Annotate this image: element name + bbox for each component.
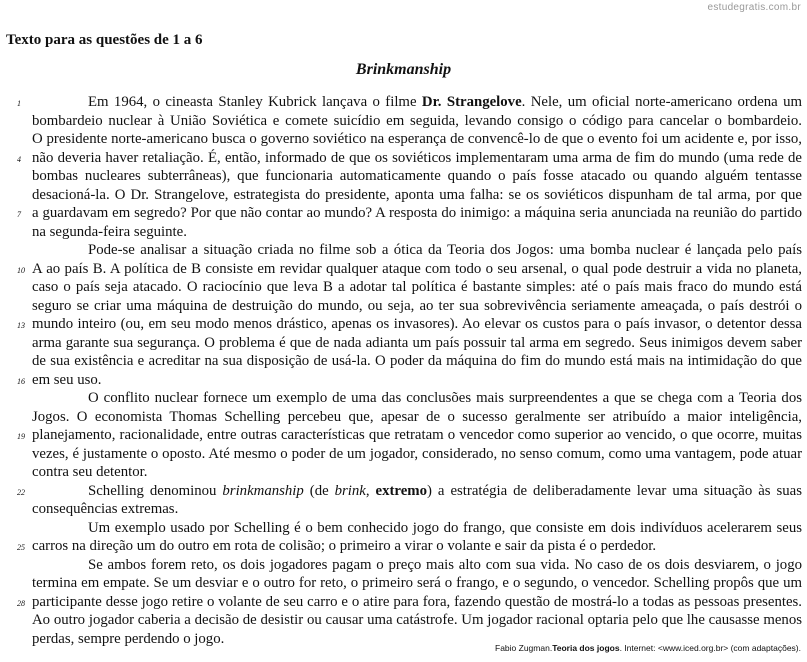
text-line bbox=[0, 426, 807, 445]
text-run: , bbox=[365, 482, 376, 499]
line-number: 1 bbox=[17, 99, 21, 108]
section-heading: Texto para as questões de 1 a 6 bbox=[6, 32, 203, 48]
line-number: 22 bbox=[17, 487, 25, 497]
line-text bbox=[32, 500, 802, 519]
text-run: O presidente norte-americano busca o governo soviético na esperança de convencê-lo de que o evento foi um acidente e, por isso, bbox=[32, 131, 802, 147]
text-line bbox=[0, 445, 807, 464]
text-line bbox=[0, 574, 807, 593]
watermark: estudegratis.com.br bbox=[707, 2, 801, 13]
text-run: na segunda-feira seguinte. bbox=[32, 223, 187, 240]
text-line bbox=[0, 297, 807, 316]
text-run: O conflito nuclear fornece um exemplo de uma das conclusões mais surpreendentes a que se chega com a Teoria dos bbox=[88, 390, 802, 406]
text-run: mundo inteiro (ou, em seu modo menos drástico, apenas os invasores). Ao elevar os custos para o país invasor, o detentor dessa bbox=[32, 316, 802, 332]
line-text bbox=[88, 519, 802, 538]
text-line bbox=[0, 482, 807, 501]
text-run: contra seu detentor. bbox=[32, 464, 148, 480]
line-text bbox=[32, 112, 802, 131]
line-number: 28 bbox=[17, 598, 25, 608]
text-line bbox=[0, 537, 807, 556]
text-line bbox=[0, 204, 807, 223]
line-number: 4 bbox=[17, 154, 21, 164]
line-text bbox=[88, 389, 802, 408]
line-text bbox=[88, 482, 802, 501]
text-run: carros na direção um do outro em rota de colisão; o primeiro a virar o volante e sair da pista é o perdedor. bbox=[32, 538, 657, 554]
text-line bbox=[0, 278, 807, 297]
text-run: ) a estratégia de deliberadamente levar uma situação às suas bbox=[427, 482, 802, 499]
italic-text: brinkmanship bbox=[222, 482, 304, 499]
text-line bbox=[0, 186, 807, 205]
line-text bbox=[32, 130, 802, 149]
line-text bbox=[32, 167, 802, 186]
line-text bbox=[32, 260, 802, 279]
italic-text: brink bbox=[334, 482, 366, 499]
text-run: bombas nucleares subterrâneas), que funcionaria automaticamente quando o país fosse atacado ou quando alguém tentasse bbox=[32, 168, 802, 184]
text-body bbox=[0, 93, 807, 648]
line-text bbox=[32, 611, 802, 630]
line-number: 10 bbox=[17, 265, 25, 275]
line-number: 16 bbox=[17, 376, 25, 386]
text-run: . Nele, um oficial norte-americano ordena um bbox=[521, 94, 803, 110]
text-line bbox=[0, 260, 807, 279]
text-run: de sua existência e acreditar na sua disposição de usá-la. O poder da máquina do fim do mundo está mais na intimidação do que bbox=[32, 353, 802, 369]
line-text bbox=[32, 352, 802, 371]
text-run: consequências extremas. bbox=[32, 501, 179, 517]
text-run: Em 1964, o cineasta Stanley Kubrick lançava o filme bbox=[88, 94, 422, 110]
text-line bbox=[0, 593, 807, 612]
line-text bbox=[32, 223, 802, 242]
text-run: perdas, sempre perdendo o jogo. bbox=[32, 630, 225, 647]
text-line bbox=[0, 389, 807, 408]
line-text bbox=[32, 463, 802, 482]
text-line bbox=[0, 371, 807, 390]
line-text bbox=[32, 315, 802, 334]
text-line bbox=[0, 315, 807, 334]
line-text bbox=[32, 371, 802, 390]
text-line bbox=[0, 241, 807, 260]
text-line bbox=[0, 130, 807, 149]
line-text bbox=[32, 149, 802, 168]
line-text bbox=[32, 445, 802, 464]
text-run: não deveria haver retaliação. É, então, informado de que os soviéticos implementaram uma arma de fim do mundo (uma rede de bbox=[32, 149, 802, 166]
source-rest: . Internet: <www.iced.org.br> (com adaptações). bbox=[619, 643, 801, 653]
line-text bbox=[32, 537, 802, 556]
text-run: Pode-se analisar a situação criada no filme sob a ótica da Teoria dos Jogos: uma bomba nuclear é lançada pelo país bbox=[88, 242, 802, 258]
bold-text: Dr. Strangelove bbox=[421, 94, 522, 110]
line-text bbox=[32, 574, 802, 593]
text-run: A ao país B. A política de B consiste em revidar qualquer ataque com todo o seu arsenal, o qual pode destruir a vida no planeta, bbox=[32, 260, 802, 277]
line-number: 13 bbox=[17, 321, 25, 330]
line-text bbox=[32, 426, 802, 445]
line-text bbox=[32, 593, 802, 612]
line-text bbox=[88, 241, 802, 260]
text-run: em seu uso. bbox=[32, 371, 102, 388]
line-text bbox=[32, 297, 802, 316]
text-run: vezes, é justamente o oposto. Até mesmo o poder de um jogador, considerado, no senso comum, como uma vantagem, pode atuar bbox=[32, 445, 802, 462]
text-line bbox=[0, 112, 807, 131]
text-line bbox=[0, 93, 807, 112]
text-line bbox=[0, 611, 807, 630]
text-run: Jogos. O economista Thomas Schelling percebeu que, apesar de o sucesso geralmente ser atribuído a maior inteligência, bbox=[32, 408, 802, 425]
line-text bbox=[32, 278, 802, 297]
text-line bbox=[0, 408, 807, 427]
line-text bbox=[32, 186, 802, 205]
text-title: Brinkmanship bbox=[355, 61, 452, 78]
text-line bbox=[0, 352, 807, 371]
text-line bbox=[0, 149, 807, 168]
text-line bbox=[0, 556, 807, 575]
line-text bbox=[32, 334, 802, 353]
line-text bbox=[88, 556, 802, 575]
text-line bbox=[0, 463, 807, 482]
text-run: termina em empate. Se um desviar e o outro for reto, o primeiro será o frango, e o segundo, o vencedor. Schelling propôs que um bbox=[32, 575, 802, 591]
text-run: a guardavam em segredo? Por que não contar ao mundo? A resposta do inimigo: a máquina seria anunciada na reunião do partido bbox=[32, 205, 802, 221]
text-run: arma garante sua segurança. O problema é que de nada adianta um país possuir tal arma em segredo. Seus inimigos devem saber bbox=[32, 334, 802, 351]
text-run: Ao outro jogador caberia a decisão de desistir ou causar uma catástrofe. Um jogador racional optaria pelo que lhe causasse menos bbox=[32, 612, 802, 628]
line-number: 7 bbox=[17, 210, 21, 219]
text-line bbox=[0, 334, 807, 353]
text-run: desacioná-la. O Dr. Strangelove, estrategista do presidente, aponta uma falha: se os soviéticos dispunham de tal arma, por que bbox=[32, 186, 802, 203]
text-run: participante desse jogo retire o volante de seu carro e o atire para fora, fazendo questão de mostrá-lo a todas as pessoas presentes. bbox=[32, 593, 802, 610]
source-citation bbox=[495, 643, 801, 653]
text-line bbox=[0, 223, 807, 242]
text-line bbox=[0, 167, 807, 186]
text-run: bombardeio nuclear à União Soviética e comete suicídio em seguida, levando consigo o código para cancelar o bombardeio. bbox=[32, 112, 802, 129]
text-line bbox=[0, 519, 807, 538]
text-run: Um exemplo usado por Schelling é o bem conhecido jogo do frango, que consiste em dois indivíduos acelerarem seus bbox=[88, 519, 802, 536]
text-run: Se ambos forem reto, os dois jogadores pagam o preço mais alto com sua vida. No caso de os dois desviarem, o jogo bbox=[88, 556, 802, 573]
source-author: Fabio Zugman. bbox=[495, 643, 553, 653]
line-text bbox=[32, 408, 802, 427]
line-text bbox=[88, 93, 802, 112]
line-text bbox=[32, 204, 802, 223]
text-run: Schelling denominou bbox=[88, 482, 223, 499]
text-run: caso o país seja atacado. O raciocínio que leva B a adotar tal política é bastante simples: até o país mais fraco do mundo está bbox=[32, 279, 802, 295]
line-number: 19 bbox=[17, 432, 25, 441]
text-run: (de bbox=[303, 482, 335, 499]
text-run: seguro se criar uma máquina de destruição do mundo, ou seja, ao ter sua sobrevivência seriamente ameaçada, o país destrói o bbox=[32, 297, 802, 314]
text-run: planejamento, racionalidade, entre outras características que retratam o vencedor como superior ao vencido, o que ocorre, muitas bbox=[32, 427, 802, 443]
source-work: Teoria dos jogos bbox=[552, 643, 620, 653]
text-line bbox=[0, 500, 807, 519]
line-number: 25 bbox=[17, 543, 25, 552]
bold-text: extremo bbox=[375, 482, 428, 499]
